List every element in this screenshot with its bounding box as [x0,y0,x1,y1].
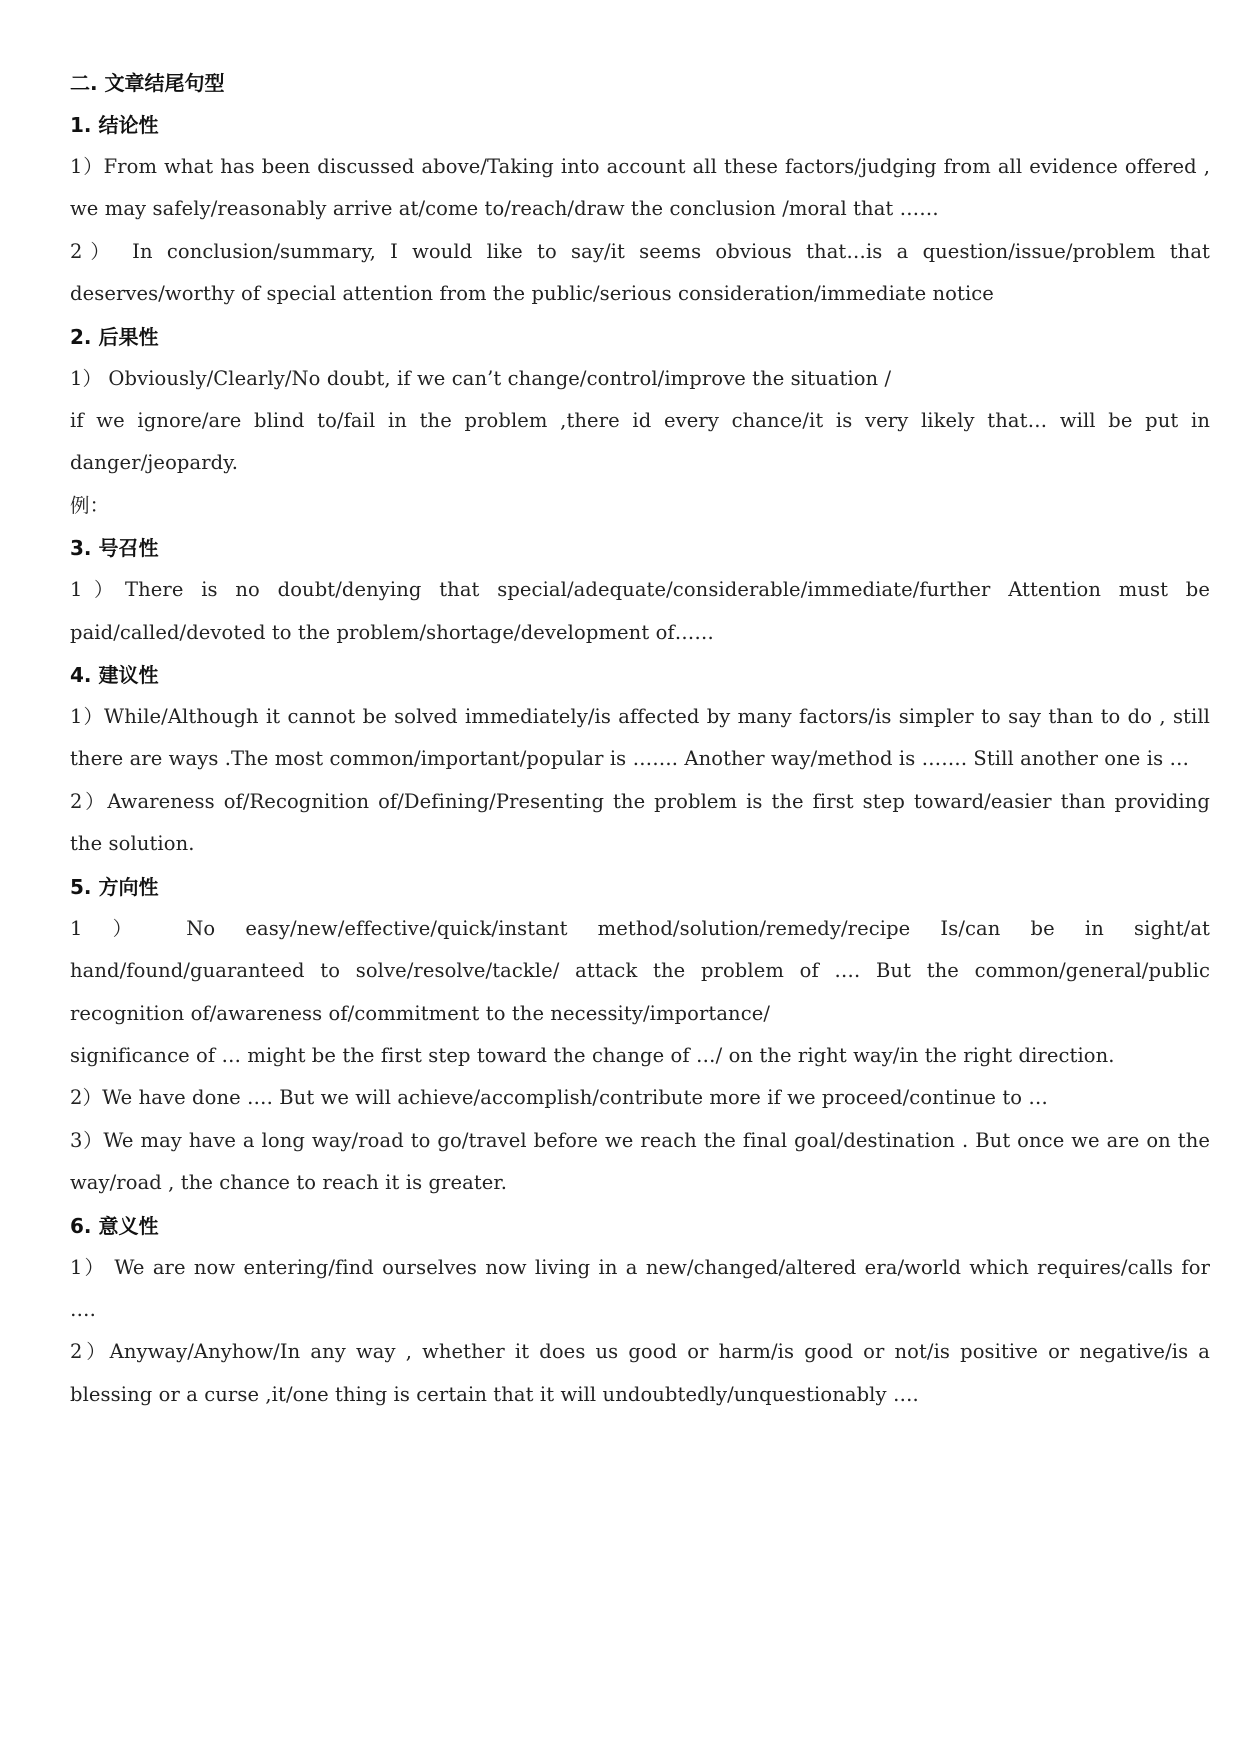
document-page [70,62,1210,1416]
paragraph-conclusion-1: 1）From what has been discussed above/Taking into account all these factors/judging from all evidence offered , we may safely/reasonably arrive at/come to/reach/draw the conclusion /moral that …… [70,155,1210,221]
heading-significance: 6. 意义性 [70,1213,159,1238]
heading-suggestion: 4. 建议性 [70,663,159,688]
paragraph-consequence-1b: if we ignore/are blind to/fail in the problem ,there id every chance/it is very likely that… will be put in danger/jeopardy. [70,409,1210,475]
paragraph-significance-1: 1） We are now entering/find ourselves now living in a new/changed/altered era/world which requires/calls for …. [70,1255,1210,1321]
paragraph-consequence-1a: 1） Obviously/Clearly/No doubt, if we can’t change/control/improve the situation / [70,366,892,390]
paragraph-direction-2: 2）We have done …. But we will achieve/accomplish/contribute more if we proceed/continue to … [70,1086,1049,1110]
paragraph-conclusion-2: 2） In conclusion/summary, I would like to say/it seems obvious that…is a question/issue/problem that deserves/worthy of special attention from the public/serious consideration/immediate notice [70,239,1210,306]
paragraph-direction-1b: significance of … might be the first step toward the change of …/ on the right way/in the right direction. [70,1043,1115,1067]
paragraph-direction-3: 3）We may have a long way/road to go/travel before we reach the final goal/destination . But once we are on the way/road , the chance to reach it is greater. [70,1128,1210,1195]
paragraph-direction-1a: 1 ） No easy/new/effective/quick/instant method/solution/remedy/recipe Is/can be in sight/at hand/found/guaranteed to solve/resolve/tackle/ attack the problem of …. But the common/general/public recognition of/awareness of/commitment to the necessity/importance/ [70,916,1210,1025]
paragraph-appeal-1: 1）There is no doubt/denying that special/adequate/considerable/immediate/further Attention must be paid/called/devoted to the problem/shortage/development of…… [70,578,1210,644]
heading-consequence: 2. 后果性 [70,324,159,349]
heading-direction: 5. 方向性 [70,874,159,899]
paragraph-suggestion-2: 2）Awareness of/Recognition of/Defining/Presenting the problem is the first step toward/easier than providing the solution. [70,789,1210,856]
example-label: 例： [70,493,110,517]
paragraph-significance-2: 2）Anyway/Anyhow/In any way , whether it does us good or harm/is good or not/is positive or negative/is a blessing or a curse ,it/one thing is certain that it will undoubtedly/unquestionably …. [70,1340,1210,1406]
section-title: 二. 文章结尾句型 [70,71,225,95]
heading-conclusion: 1. 结论性 [70,113,159,137]
paragraph-suggestion-1: 1）While/Although it cannot be solved immediately/is affected by many factors/is simpler to say than to do , still there are ways .The most common/important/popular is ……. Another way/method is ……. Still another one is … [70,705,1210,771]
heading-appeal: 3. 号召性 [70,536,159,561]
